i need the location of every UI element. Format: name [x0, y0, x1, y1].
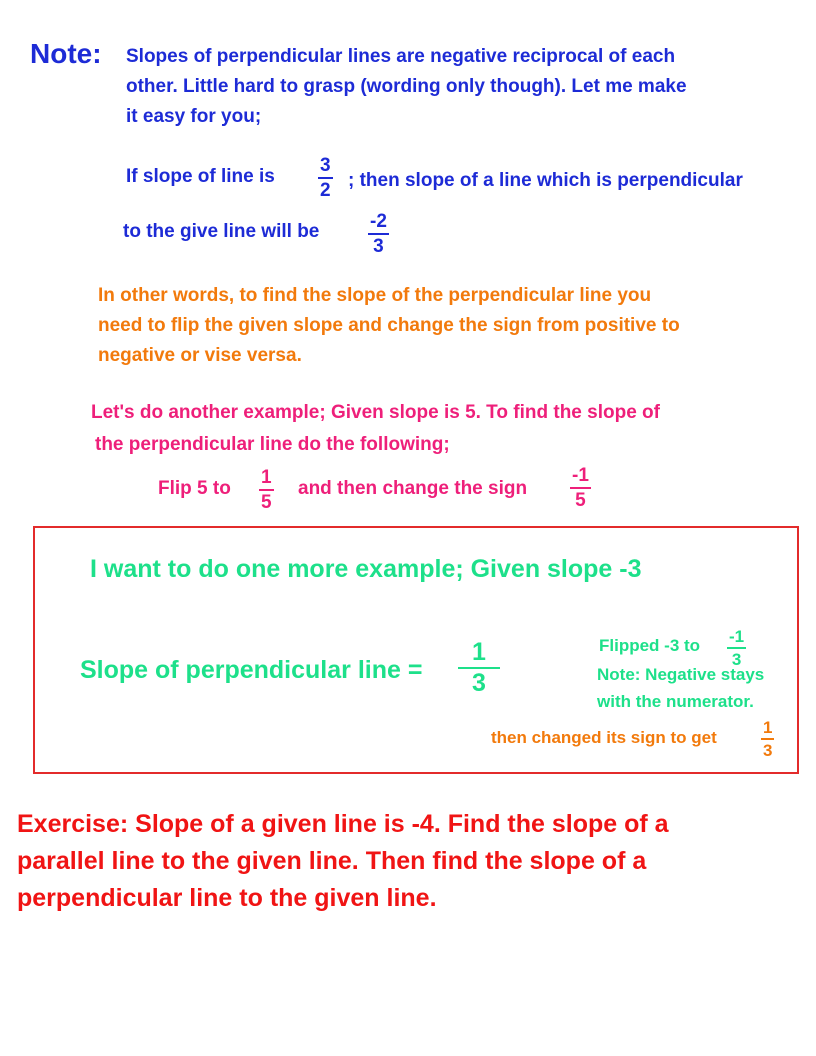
- example2-change-text: and then change the sign: [298, 478, 528, 499]
- example1-prefix: If slope of line is: [126, 166, 275, 187]
- example2-flip-text: Flip 5 to: [158, 478, 231, 499]
- fraction-bar: [570, 487, 591, 489]
- example1-line2: to the give line will be: [123, 221, 320, 242]
- example1-slope-fraction: [318, 156, 333, 200]
- explanation-line-3: negative or vise versa.: [98, 345, 302, 366]
- box-answer-fraction: [458, 640, 500, 696]
- note-line-1: Slopes of perpendicular lines are negative reciprocal of each: [126, 46, 676, 67]
- fraction-denominator: 3: [763, 741, 773, 760]
- example2-flip-fraction: [259, 468, 274, 512]
- fraction-bar: [727, 647, 746, 649]
- fraction-numerator: -2: [370, 211, 387, 232]
- box-note-line-1: Note: Negative stays: [597, 665, 765, 684]
- fraction-denominator: 3: [472, 669, 486, 697]
- fraction-denominator: 3: [731, 650, 742, 669]
- fraction-numerator: 1: [763, 718, 773, 737]
- box-changed-fraction: [761, 719, 774, 759]
- note-line-3: it easy for you;: [126, 106, 262, 127]
- fraction-denominator: 3: [373, 236, 384, 257]
- fraction-denominator: 5: [261, 492, 272, 513]
- box-title: I want to do one more example; Given slope -3: [90, 555, 642, 583]
- box-note-line-2: with the numerator.: [597, 692, 754, 711]
- box-flipped-text: Flipped -3 to: [599, 636, 701, 655]
- fraction-numerator: -1: [572, 465, 589, 486]
- example1-perp-fraction: [368, 212, 389, 256]
- exercise-line-1: Exercise: Slope of a given line is -4. Find the slope of a: [17, 810, 669, 838]
- fraction-numerator: 1: [472, 638, 486, 666]
- fraction-bar: [761, 738, 774, 740]
- fraction-denominator: 5: [575, 490, 586, 511]
- fraction-numerator: 1: [261, 467, 272, 488]
- example2-line-2: the perpendicular line do the following;: [95, 434, 450, 455]
- example1-suffix: ; then slope of a line which is perpendicular: [348, 170, 743, 191]
- fraction-bar: [259, 489, 274, 491]
- note-heading: Note:: [30, 38, 102, 69]
- box-changed-text: then changed its sign to get: [491, 728, 717, 747]
- box-flipped-fraction: [727, 628, 746, 668]
- fraction-numerator: -1: [729, 627, 745, 646]
- explanation-line-1: In other words, to find the slope of the perpendicular line you: [98, 285, 652, 306]
- fraction-bar: [318, 177, 333, 179]
- fraction-numerator: 3: [320, 155, 331, 176]
- box-answer-label: Slope of perpendicular line =: [80, 656, 423, 684]
- note-line-2: other. Little hard to grasp (wording only though). Let me make: [126, 76, 687, 97]
- example2-result-fraction: [570, 466, 591, 510]
- exercise-line-2: parallel line to the given line. Then find the slope of a: [17, 847, 647, 875]
- fraction-denominator: 2: [320, 180, 331, 201]
- example2-line-1: Let's do another example; Given slope is 5. To find the slope of: [91, 402, 660, 423]
- exercise-line-3: perpendicular line to the given line.: [17, 884, 437, 912]
- fraction-bar: [368, 233, 389, 235]
- explanation-line-2: need to flip the given slope and change the sign from positive to: [98, 315, 680, 336]
